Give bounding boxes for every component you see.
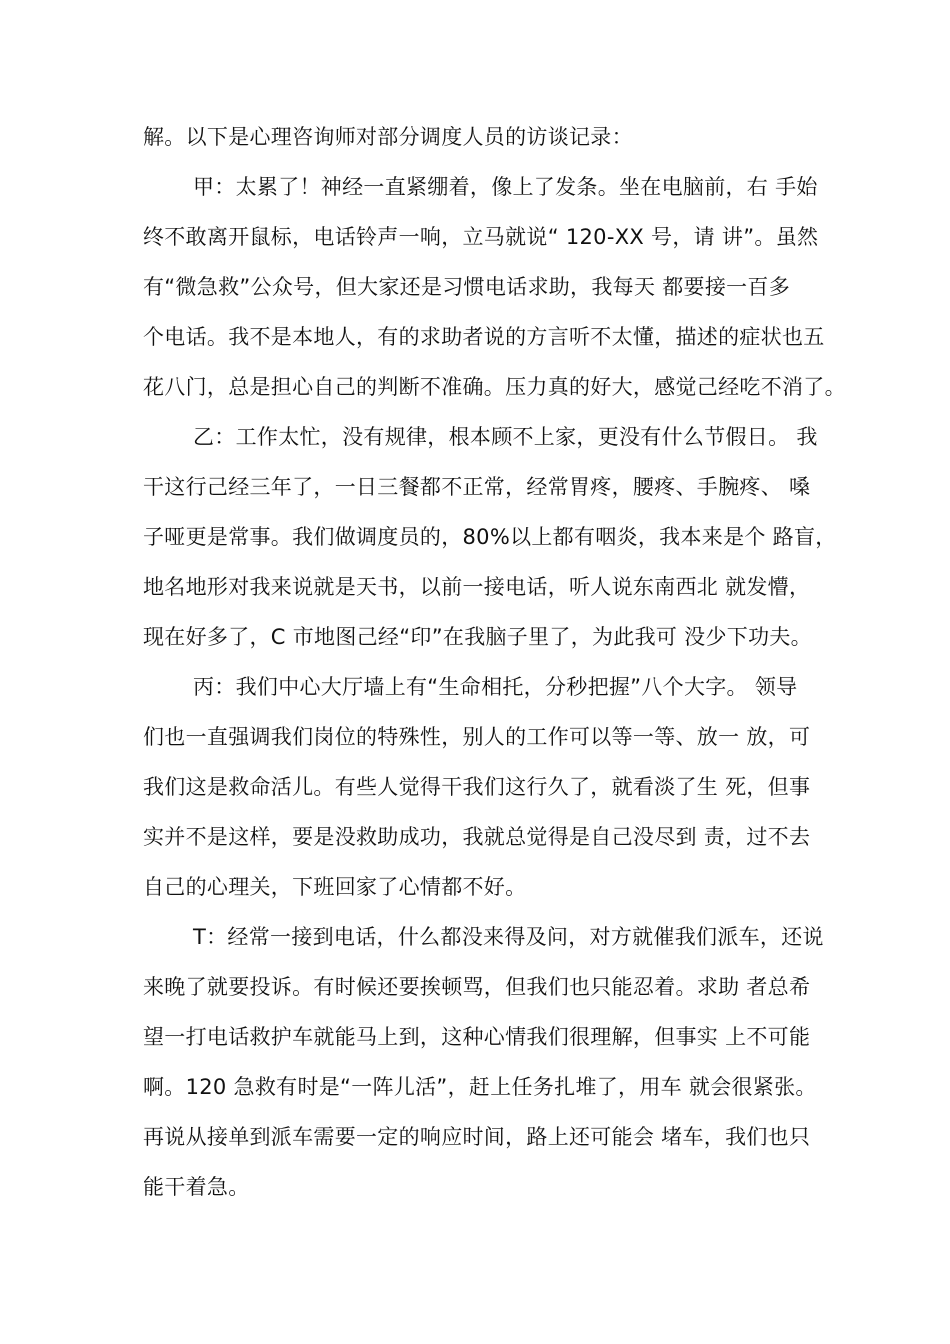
text-line: 我们这是救命活儿。有些人觉得干我们这行久了，就看淡了生 死，但事 — [143, 775, 811, 799]
text-line: 能干着急。 — [143, 1175, 250, 1199]
paragraph-ding-line: T：经常一接到电话，什么都没来得及问，对方就催我们派车，还说 — [193, 925, 824, 949]
paragraph-jia-line: 甲：太累了！神经一直紧绷着，像上了发条。坐在电脑前，右 手始 — [193, 175, 818, 199]
text-line: 个电话。我不是本地人，有的求助者说的方言听不太懂，描述的症状也五 — [143, 325, 825, 349]
text-line: 实并不是这样，要是没救助成功，我就总觉得是自己没尽到 责，过不去 — [143, 825, 811, 849]
text-line: 子哑更是常事。我们做调度员的，80%以上都有咽炎，我本来是个 路盲， — [143, 525, 837, 549]
text-line: 地名地形对我来说就是天书，以前一接电话，听人说东南西北 就发懵， — [143, 575, 811, 599]
text-line: 们也一直强调我们岗位的特殊性，别人的工作可以等一等、放一 放，可 — [143, 725, 811, 749]
text-line: 再说从接单到派车需要一定的响应时间，路上还可能会 堵车，我们也只 — [143, 1125, 811, 1149]
paragraph-yi-line: 乙：工作太忙，没有规律，根本顾不上家，更没有什么节假日。 我 — [193, 425, 818, 449]
text-line: 望一打电话救护车就能马上到，这种心情我们很理解，但事实 上不可能 — [143, 1025, 811, 1049]
text-line: 干这行己经三年了，一日三餐都不正常，经常胃疼，腰疼、手腕疼、 嗓 — [143, 475, 811, 499]
text-line: 终不敢离开鼠标，电话铃声一响，立马就说“ 120-XX 号，请 讲”。虽然 — [143, 225, 819, 249]
text-line: 解。以下是心理咨询师对部分调度人员的访谈记录： — [143, 125, 633, 149]
text-line: 来晚了就要投诉。有时候还要挨顿骂，但我们也只能忍着。求助 者总希 — [143, 975, 811, 999]
paragraph-bing-line: 丙：我们中心大厅墙上有“生命相托，分秒把握”八个大字。 领导 — [193, 675, 798, 699]
text-line: 自己的心理关，下班回家了心情都不好。 — [143, 875, 527, 899]
text-line: 啊。120 急救有时是“一阵儿活”，赶上任务扎堆了，用车 就会很紧张。 — [143, 1075, 817, 1099]
text-line: 花八门，总是担心自己的判断不准确。压力真的好大，感觉己经吃不消了。 — [143, 375, 846, 399]
text-line: 现在好多了，C 市地图己经“印”在我脑子里了，为此我可 没少下功夫。 — [143, 625, 812, 649]
text-line: 有“微急救”公众号，但大家还是习惯电话求助，我每天 都要接一百多 — [143, 275, 791, 299]
